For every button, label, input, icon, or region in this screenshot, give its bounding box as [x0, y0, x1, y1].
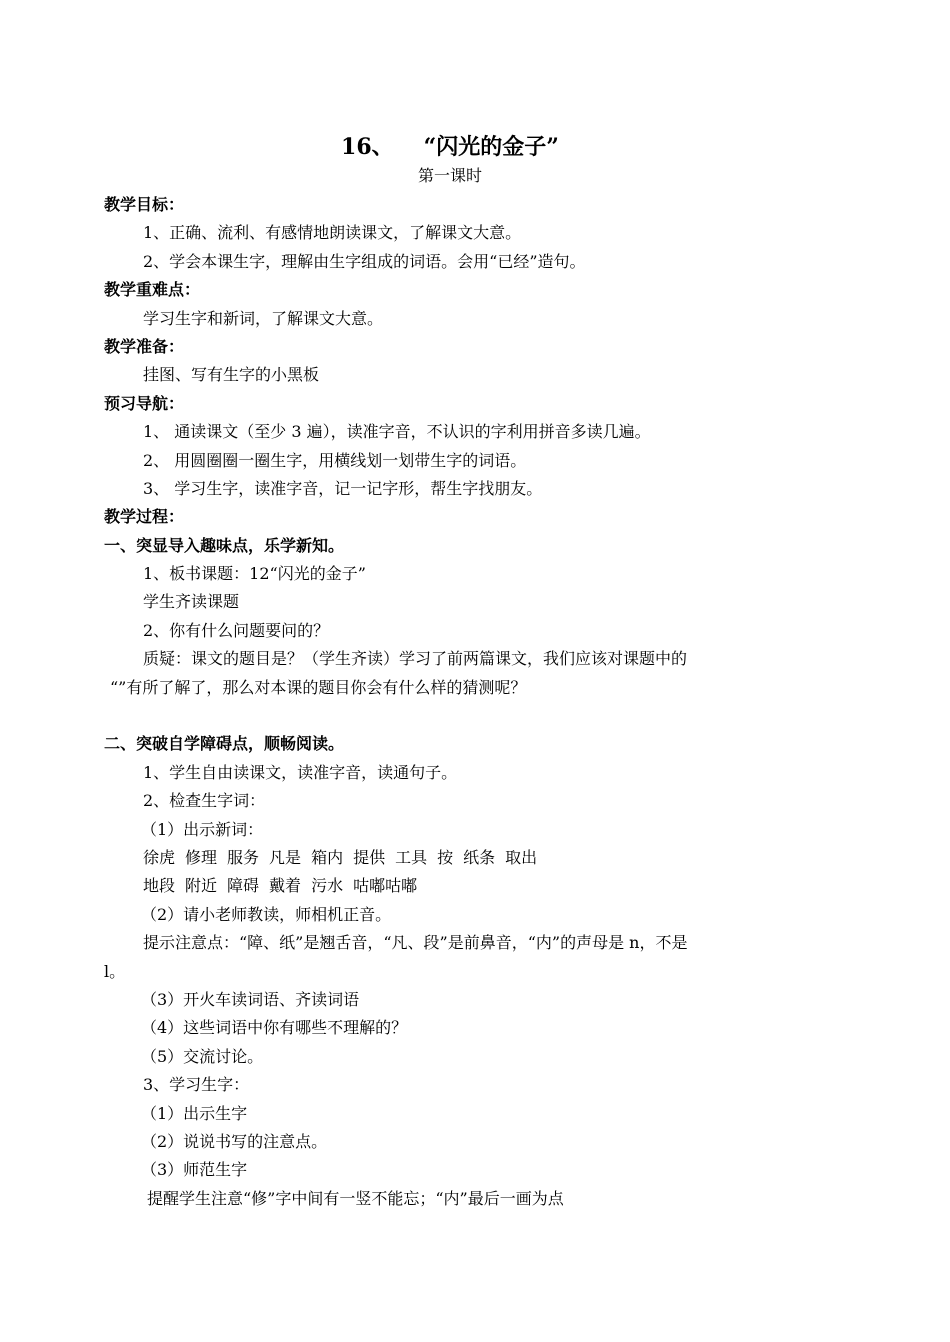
- section1-line-4a: 质疑：课文的题目是？（学生齐读）学习了前两篇课文，我们应该对课题中的: [143, 649, 688, 669]
- section1-heading: 一、突显导入趣味点，乐学新知。: [104, 535, 345, 555]
- word: 按: [437, 847, 454, 867]
- word: 提供: [353, 847, 386, 867]
- word: 修理: [185, 847, 218, 867]
- word: 凡是: [269, 847, 302, 867]
- section2-line-7: （4）这些词语中你有哪些不理解的？: [141, 1018, 408, 1038]
- process-heading: 教学过程：: [104, 507, 185, 527]
- word: 障碍: [227, 876, 260, 896]
- word: 戴着: [269, 876, 302, 896]
- section2-line-3: （1）出示新词：: [141, 819, 264, 839]
- preview-item-3: 3、 学习生字，读准字音，记一记字形，帮生字找朋友。: [143, 478, 543, 498]
- section1-line-2: 学生齐读课题: [143, 592, 240, 612]
- prep-text: 挂图、写有生字的小黑板: [143, 365, 320, 385]
- preview-item-2: 2、 用圆圈圈一圈生字，用横线划一划带生字的词语。: [143, 450, 527, 470]
- lesson-subtitle: 第一课时: [417, 166, 482, 185]
- section1-line-4b: “”有所了解了，那么对本课的题目你会有什么样的猜测呢？: [110, 677, 527, 697]
- section2-heading: 二、突破自学障碍点，顺畅阅读。: [104, 734, 345, 754]
- key-points-heading: 教学重难点：: [104, 280, 201, 300]
- section2-line-10: （1）出示生字: [141, 1103, 248, 1123]
- section2-line-9: 3、学习生字：: [143, 1075, 250, 1095]
- lesson-title-text: “闪光的金子”: [423, 134, 559, 160]
- word: 工具: [395, 847, 428, 867]
- word: 地段: [143, 876, 176, 896]
- section2-line-11: （2）说说书写的注意点。: [141, 1131, 328, 1151]
- preview-heading: 预习导航：: [104, 393, 185, 413]
- section2-line-1: 1、学生自由读课文，读准字音，读通句子。: [143, 762, 458, 782]
- word: 附近: [185, 876, 218, 896]
- section2-line-8: （5）交流讨论。: [141, 1046, 264, 1066]
- section2-line-5a: 提示注意点：“障、纸”是翘舌音，“凡、段”是前鼻音，“内”的声母是 n，不是: [143, 933, 688, 953]
- lesson-title: [0, 130, 900, 161]
- lesson-number: 16、: [341, 134, 394, 160]
- word: 服务: [227, 847, 260, 867]
- goal-item-2: 2、学会本课生字，理解由生字组成的词语。会用“已经”造句。: [143, 251, 586, 271]
- word-list-1: [104, 844, 804, 872]
- word: 箱内: [311, 847, 344, 867]
- section1-line-3: 2、你有什么问题要问的？: [143, 620, 330, 640]
- section2-line-13: 提醒学生注意“修”字中间有一竖不能忘；“内”最后一画为点: [147, 1188, 564, 1208]
- section2-line-2: 2、检查生字词：: [143, 791, 266, 811]
- section2-line-12: （3）师范生字: [141, 1160, 248, 1180]
- section1-line-1: 1、板书课题：12“闪光的金子”: [143, 564, 366, 584]
- goals-heading: 教学目标：: [104, 195, 185, 214]
- key-points-text: 学习生字和新词，了解课文大意。: [143, 308, 384, 328]
- preview-item-1: 1、 通读课文（至少 3 遍），读准字音，不认识的字利用拼音多读几遍。: [143, 422, 651, 442]
- word: 咕嘟咕嘟: [353, 876, 418, 896]
- word: 污水: [311, 876, 344, 896]
- goal-item-1: 1、正确、流利、有感情地朗读课文，了解课文大意。: [143, 223, 522, 243]
- section2-line-5b: l。: [104, 961, 126, 981]
- word: 取出: [505, 847, 538, 867]
- section2-line-4: （2）请小老师教读，师相机正音。: [141, 904, 392, 924]
- paragraph-spacer: [104, 702, 804, 730]
- word: 纸条: [463, 847, 496, 867]
- document-body: [104, 191, 804, 1213]
- word-list-2: [104, 872, 804, 900]
- word: 徐虎: [143, 847, 176, 867]
- section2-line-6: （3）开火车读词语、齐读词语: [141, 989, 360, 1009]
- prep-heading: 教学准备：: [104, 336, 185, 356]
